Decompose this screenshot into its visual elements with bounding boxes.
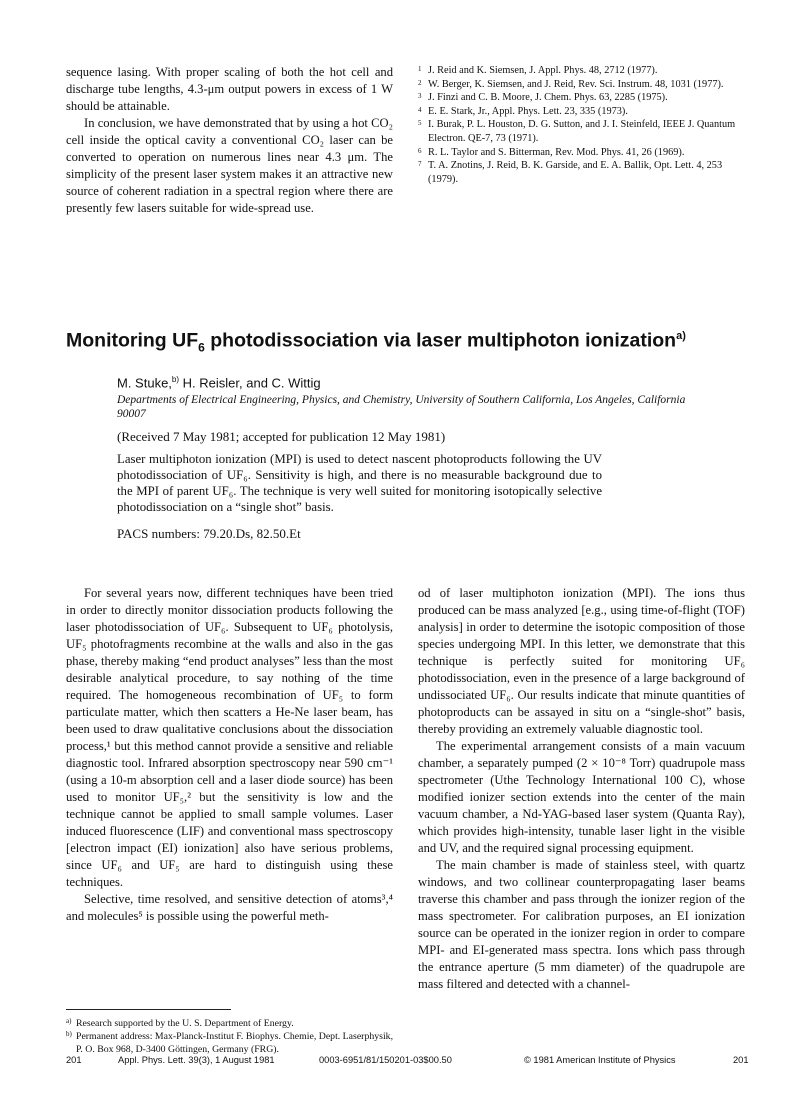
paragraph: In conclusion, we have demonstrated that by using a hot CO₂ cell inside the optical cavity a conventional CO₂ laser can be converted to operation on numerous lines near 4.3 μm. The simplicity of the present laser system makes it an attractive new source of coherent radiation in a spectral region where there are presently few lasers suitable for wide-spread use.: [66, 116, 393, 215]
author-list: [117, 375, 321, 390]
footnote-text: Permanent address: Max-Planck-Institut F. Biophys. Chemie, Dept. Laserphysik, P. O. Box 968, D-3400 Göttingen, Germany (FRG).: [76, 1031, 394, 1055]
affiliation: Departments of Electrical Engineering, Physics, and Chemistry, University of Southern California, Los Angeles, California 90007: [117, 394, 686, 420]
footnote-divider: [66, 1009, 231, 1010]
reference-item: [418, 118, 738, 145]
footnote-mark: b): [66, 1030, 72, 1038]
paragraph: od of laser multiphoton ionization (MPI). The ions thus produced can be mass analyzed [e.g., using time-of-flight (TOF) analysis] in order to determine the isotopic composition of those species undergoing MPI. In this letter, we demonstrate that this technique is perfectly suited for monitoring UF₆ photodissociation, even in the presence of a large background of undissociated UF₆. Our results indicate that minute quantities of photoproducts can be assayed in situ on a “single-shot” basis, thereby providing an extremely valuable diagnostic tool.: [418, 586, 745, 736]
title-part: photodissociation via laser multiphoton ionization: [204, 329, 677, 352]
journal-citation: Appl. Phys. Lett. 39(3), 1 August 1981: [118, 1055, 275, 1065]
pacs-numbers: PACS numbers: 79.20.Ds, 82.50.Et: [117, 526, 301, 541]
reference-text: I. Burak, P. L. Houston, D. G. Sutton, and J. I. Steinfeld, IEEE J. Quantum Electron. QE-7, 73 (1971).: [428, 119, 736, 144]
reference-number: 6: [418, 146, 422, 155]
reference-list: [418, 64, 738, 186]
reference-item: [418, 91, 738, 105]
footnotes: [66, 1017, 396, 1056]
reference-text: J. Reid and K. Siemsen, J. Appl. Phys. 48, 2712 (1977).: [428, 65, 658, 76]
reference-item: [418, 159, 738, 186]
footnote-mark: a): [66, 1017, 72, 1025]
paragraph: sequence lasing. With proper scaling of both the hot cell and discharge tube lengths, 4.3-μm output powers in excess of 1 W should be attainable.: [66, 65, 393, 113]
prev-article-left-column: [66, 64, 393, 217]
title-subscript: 6: [198, 340, 205, 355]
reference-item: [418, 146, 738, 160]
paragraph: For several years now, different techniques have been tried in order to directly monitor dissociation products following the laser photodissociation of UF₆. Subsequent to UF₆ photolysis, UF₅ photofragments recombine at the walls and also in the gas phase, thereby making “end product analyses” less than the most desirable analytical procedure, to say nothing of the time required. The homogeneous recombination of UF₅ to form particulate matter, which then scatters a He-Ne laser beam, has been used to draw qualitative conclusions about the dissociation process,¹ but this method cannot provide a sensitive and reliable diagnostic tool. Infrared absorption spectroscopy near 590 cm⁻¹ (using a 10-m absorption cell and a laser diode source) has been used to monitor UF₅,² but the sensitivity is low and the technique cannot be applied to small sample volumes. Laser induced fluorescence (LIF) and conventional mass spectroscopy [electron impact (EI) ionization] also have serious problems, since UF₆ and UF₅ are hard to distinguish using these techniques.: [66, 586, 393, 889]
copyright: © 1981 American Institute of Physics: [524, 1055, 676, 1065]
page-number: 201: [733, 1055, 749, 1065]
body-right-column: [418, 585, 745, 993]
body-left-column: [66, 585, 393, 925]
title-part: Monitoring UF: [66, 329, 199, 352]
footnote: [66, 1030, 396, 1056]
reference-item: [418, 78, 738, 92]
reference-number: 1: [418, 65, 422, 73]
paragraph: The main chamber is made of stainless steel, with quartz windows, and two collinear counterpropagating laser beams traverse this chamber and pass through the ionizer region of the mass spectrometer. For calibration purposes, an EI ionization source can be operated in the ionizer region in order to compare MPI- and EI-generated mass spectra. Ions which pass through the entrance aperture (5 mm diameter) of the quadrupole are mass filtered and detected with a channel-: [418, 858, 745, 991]
reference-number: 5: [418, 119, 422, 128]
reference-item: [418, 64, 738, 78]
author-names: H. Reisler, and C. Wittig: [179, 375, 321, 391]
footnote: [66, 1017, 396, 1030]
reference-text: R. L. Taylor and S. Bitterman, Rev. Mod. Phys. 41, 26 (1969).: [428, 146, 685, 158]
reference-item: [418, 105, 738, 119]
paragraph: Selective, time resolved, and sensitive detection of atoms³,⁴ and molecules⁵ is possible using the powerful meth-: [66, 892, 393, 923]
author-footnote-mark: b): [171, 375, 180, 384]
received-date: (Received 7 May 1981; accepted for publication 12 May 1981): [117, 429, 446, 444]
reference-number: 4: [418, 105, 422, 114]
reference-text: T. A. Znotins, J. Reid, B. K. Garside, and E. A. Ballik, Opt. Lett. 4, 253 (1979).: [428, 160, 723, 185]
reference-text: J. Finzi and C. B. Moore, J. Chem. Phys. 63, 2285 (1975).: [428, 92, 668, 104]
author-name: M. Stuke,: [117, 375, 172, 391]
page-number: 201: [66, 1055, 82, 1065]
abstract: Laser multiphoton ionization (MPI) is used to detect nascent photoproducts following the UV photodissociation of UF₆. Sensitivity is high, and there is no measurable background due to the MPI of parent UF₆. The technique is very well suited for monitoring isotopically selective photodissociation on a “single shot” basis.: [117, 452, 602, 514]
article-title: [66, 325, 706, 358]
reference-text: E. E. Stark, Jr., Appl. Phys. Lett. 23, 335 (1973).: [428, 105, 628, 117]
paragraph: The experimental arrangement consists of a main vacuum chamber, a separately pumped (2 × 10⁻⁸ Torr) quadrupole mass spectrometer (Uthe Technology International 100 C), whose modified ionizer section extends into the center of the main vacuum chamber, a Nd-YAG-based laser system (Quanta Ray), which provides high-intensity, tunable laser light in the visible and UV, and the required signal processing equipment.: [418, 739, 745, 855]
footnote-text: Research supported by the U. S. Department of Energy.: [76, 1018, 294, 1029]
article-code: 0003-6951/81/150201-03$00.50: [319, 1055, 452, 1065]
reference-number: 7: [418, 160, 422, 169]
reference-text: W. Berger, K. Siemsen, and J. Reid, Rev. Sci. Instrum. 48, 1031 (1977).: [428, 78, 724, 90]
reference-number: 3: [418, 92, 422, 101]
reference-number: 2: [418, 78, 422, 87]
title-footnote-mark: a): [676, 330, 686, 342]
